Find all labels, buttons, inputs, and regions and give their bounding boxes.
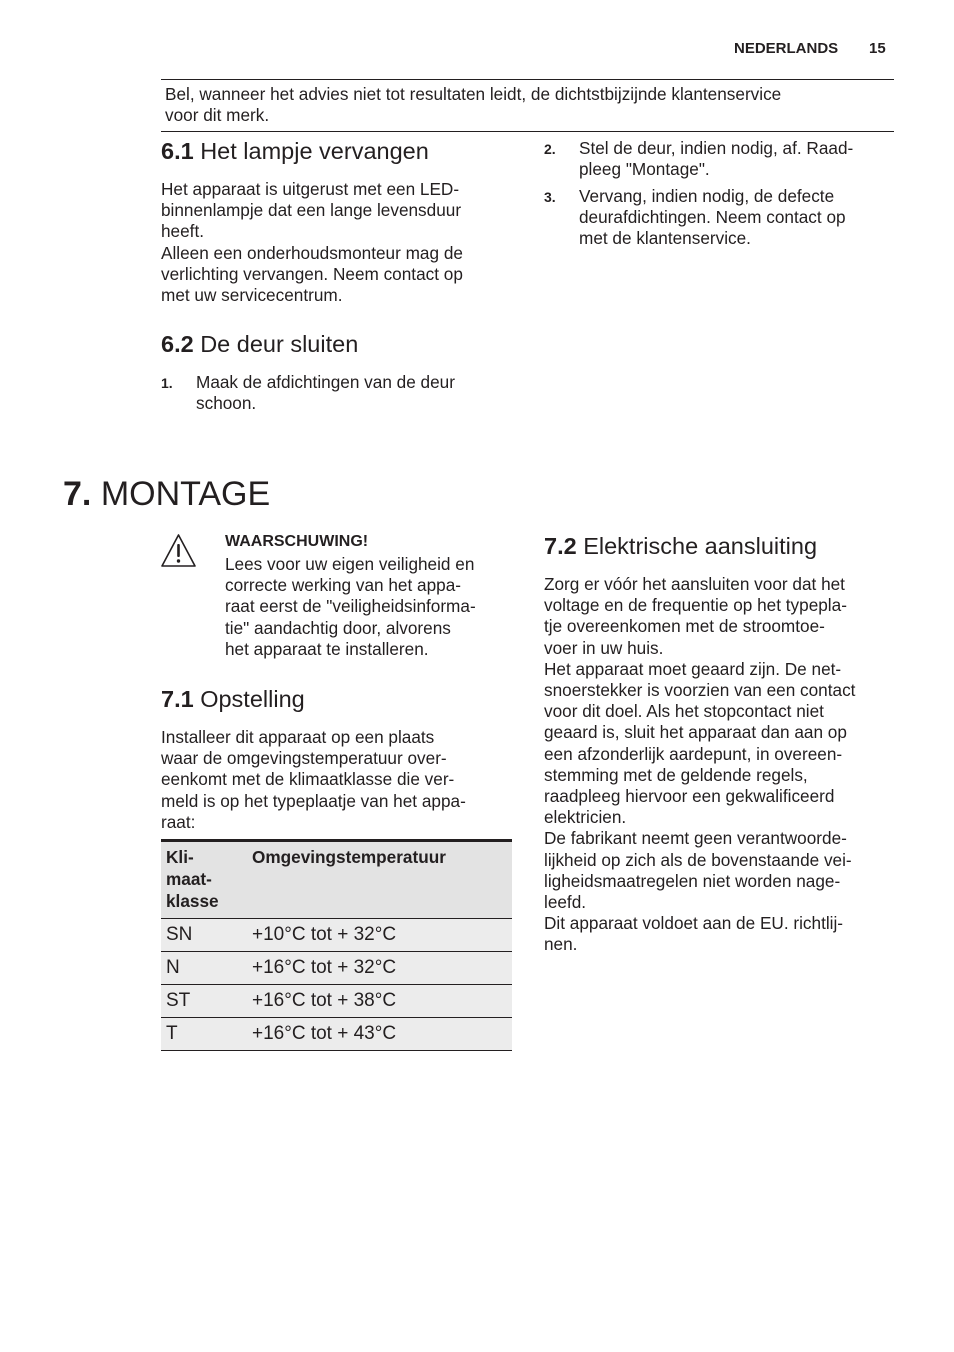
section-heading-6-2 — [161, 330, 358, 358]
cell-temperature: +16°C tot + 43°C — [247, 1018, 512, 1051]
text-line: eenkomt met de klimaatklasse die ver- — [161, 769, 455, 790]
cell-klasse: ST — [161, 985, 247, 1018]
step-number: 1. — [161, 375, 173, 391]
section-7-2-body — [544, 574, 855, 956]
text-line: raat: — [161, 811, 196, 832]
cell-klasse: T — [161, 1018, 247, 1051]
text-line: leefd. — [544, 892, 587, 913]
cell-klasse: SN — [161, 919, 247, 952]
text-line: tje overeenkomen met de stroomtoe- — [544, 616, 825, 637]
text-line: ligheidsmaatregelen niet worden nage- — [544, 870, 841, 891]
cell-temperature: +16°C tot + 38°C — [247, 985, 512, 1018]
section-title: Elektrische aansluiting — [583, 533, 818, 559]
column-header-klasse — [161, 841, 247, 919]
section-heading-7-1 — [161, 685, 305, 713]
text-line: elektricien. — [544, 807, 627, 828]
text-line: heeft. — [161, 221, 205, 242]
warning-text — [225, 554, 476, 660]
section-title: De deur sluiten — [200, 331, 359, 357]
table-row — [161, 985, 512, 1018]
cell-klasse: N — [161, 952, 247, 985]
header-line: klasse — [166, 891, 219, 911]
text-line: Vervang, indien nodig, de defecte — [579, 186, 835, 206]
section-heading-6-1 — [161, 137, 429, 165]
table-row — [161, 1018, 512, 1051]
text-line: De fabrikant neemt geen verantwoorde- — [544, 828, 847, 849]
text-line: binnenlampje dat een lange levensduur — [161, 200, 462, 221]
text-line: voltage en de frequentie op het typepla- — [544, 595, 847, 616]
chapter-title: MONTAGE — [100, 475, 271, 513]
column-header-temperature: Omgevingstemperatuur — [247, 841, 512, 919]
divider — [161, 131, 894, 132]
text-line: meld is op het typeplaatje van het appa- — [161, 790, 466, 811]
climate-class-table — [161, 839, 512, 1051]
divider — [161, 79, 894, 80]
section-6-1-body — [161, 179, 463, 306]
step-text — [196, 372, 455, 414]
text-line: deurafdichtingen. Neem contact op — [579, 207, 846, 228]
text-line: lijkheid op zich als de bovenstaande vei- — [544, 849, 852, 870]
header-line: maat- — [166, 869, 212, 889]
intro-text-line: voor dit merk. — [165, 105, 270, 125]
text-line: snoerstekker is voorzien van een contact — [544, 680, 856, 701]
text-line: met de klantenservice. — [579, 228, 751, 249]
section-number: 7.2 — [544, 533, 577, 559]
text-line: pleeg "Montage". — [579, 159, 710, 180]
text-line: tie" aandachtig door, alvorens — [225, 617, 451, 638]
text-line: geaard is, sluit het apparaat dan aan op — [544, 722, 847, 743]
text-line: schoon. — [196, 393, 257, 414]
section-number: 6.2 — [161, 331, 194, 357]
section-title: Het lampje vervangen — [200, 138, 429, 164]
text-line: waar de omgevingstemperatuur over- — [161, 748, 447, 769]
text-line: correcte werking van het appa- — [225, 575, 461, 596]
text-line: raat eerst de "veiligheidsinforma- — [225, 596, 476, 617]
text-line: raadpleeg hiervoor een gekwalificeerd — [544, 786, 835, 807]
step-number: 2. — [544, 141, 556, 157]
section-title: Opstelling — [200, 686, 305, 712]
section-number: 6.1 — [161, 138, 194, 164]
text-line: Het apparaat is uitgerust met een LED- — [161, 179, 460, 199]
intro-text-line: Bel, wanneer het advies niet tot resultaten leidt, de dichtstbijzijnde klantenservice — [165, 84, 782, 104]
text-line: nen. — [544, 934, 578, 955]
text-line: Dit apparaat voldoet aan de EU. richtlij- — [544, 913, 844, 934]
section-7-1-body — [161, 727, 466, 833]
warning-triangle-icon — [160, 533, 197, 568]
cell-temperature: +16°C tot + 32°C — [247, 952, 512, 985]
cell-temperature: +10°C tot + 32°C — [247, 919, 512, 952]
chapter-heading — [63, 474, 270, 514]
text-line: Stel de deur, indien nodig, af. Raad- — [579, 138, 854, 158]
text-line: Zorg er vóór het aansluiten voor dat het — [544, 574, 845, 594]
header-line: Kli- — [166, 847, 194, 867]
table-row — [161, 952, 512, 985]
text-line: Lees voor uw eigen veiligheid en — [225, 554, 475, 574]
text-line: Alleen een onderhoudsmonteur mag de — [161, 242, 463, 263]
text-line: voor dit doel. Als het stopcontact niet — [544, 701, 824, 722]
table-row — [161, 919, 512, 952]
text-line: Maak de afdichtingen van de deur — [196, 372, 455, 392]
page-number: 15 — [869, 40, 886, 57]
step-number: 3. — [544, 189, 556, 205]
text-line: een afzonderlijk aardepunt, in overeen- — [544, 743, 843, 764]
warning-title: WAARSCHUWING! — [225, 533, 369, 550]
text-line: met uw servicecentrum. — [161, 285, 343, 306]
step-text — [579, 186, 846, 250]
text-line: Installeer dit apparaat op een plaats — [161, 727, 435, 747]
chapter-number: 7. — [63, 475, 92, 513]
text-line: voer in uw huis. — [544, 637, 664, 658]
table-header-row — [161, 841, 512, 919]
text-line: verlichting vervangen. Neem contact op — [161, 263, 463, 284]
section-heading-7-2 — [544, 532, 817, 560]
section-number: 7.1 — [161, 686, 194, 712]
header-language: NEDERLANDS — [734, 40, 839, 57]
text-line: Het apparaat moet geaard zijn. De net- — [544, 658, 842, 679]
text-line: stemming met de geldende regels, — [544, 764, 808, 785]
step-text — [579, 138, 853, 180]
text-line: het apparaat te installeren. — [225, 638, 429, 659]
